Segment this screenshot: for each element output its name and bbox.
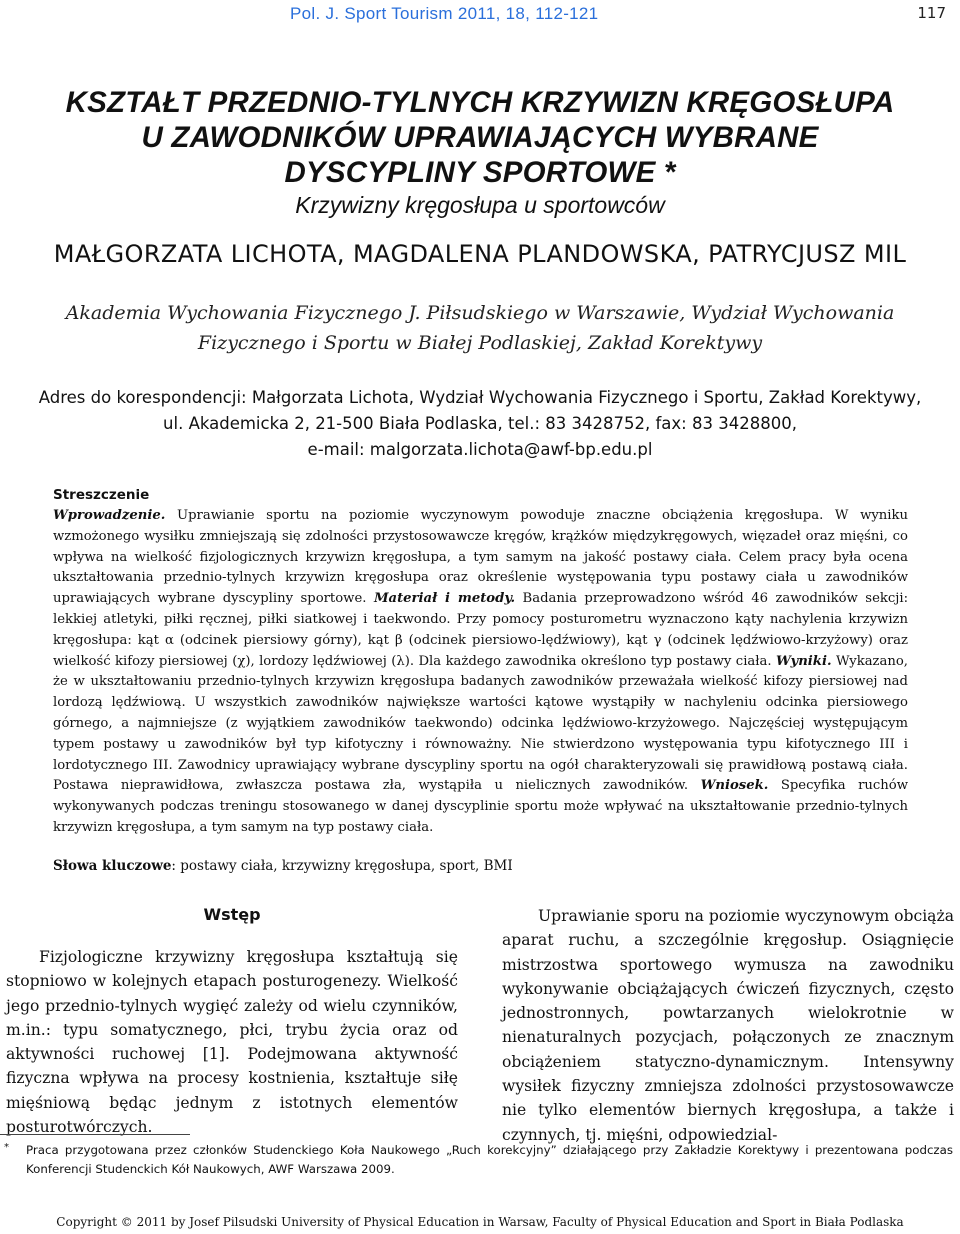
address-line: Adres do korespondencji: Małgorzata Lichota, Wydział Wychowania Fizycznego i Sportu, Zakład Korektywy, <box>38 388 922 407</box>
address-line: e-mail: malgorzata.lichota@awf-bp.edu.pl <box>307 440 653 459</box>
abstract-body <box>53 506 908 839</box>
affiliation <box>40 298 920 358</box>
abstract-label-conclusion: Wniosek. <box>700 778 769 794</box>
footnote-divider <box>0 1134 190 1135</box>
footnote-mark: * <box>4 1142 9 1153</box>
page-number: 117 <box>917 4 946 22</box>
abstract-text-results: Wykazano, że w ukształtowaniu przednio-tylnych krzywizn kręgosłupa badanych zawodników przeważała wielkość kifozy piersiowej nad lordozą lędźwiową. U wszystkich zawodników największe wartości kątowe wystąpiły w nachyleniu odcinka piersiowego górnego, a najmniejsze (z wyjątkiem zawodników taekwondo) odcinka lędźwiowo-krzyżowego. Najczęściej występującym typem postawy u zawodników był typ kifotyczny i równoważny. Nie stwierdzono występowania typu kifotycznego III i lordotycznego III. Zawodnicy uprawiający wybrane dyscypliny sportu na ogół charakteryzowali się prawidłową postawą ciała. Postawa nieprawidłowa, zwłaszcza postawa zła, wystąpiła u nielicznych zawodników. <box>53 653 908 794</box>
abstract-label-methods: Materiał i metody. <box>373 591 516 607</box>
title-line: DYSCYPLINY SPORTOWE * <box>284 156 676 189</box>
body-column-right <box>502 904 954 1147</box>
keywords <box>53 858 513 874</box>
journal-citation: Pol. J. Sport Tourism 2011, 18, 112-121 <box>290 4 599 23</box>
body-column-left <box>6 945 458 1139</box>
article-title <box>0 85 960 190</box>
section-heading-introduction: Wstęp <box>203 905 261 924</box>
keywords-label: Słowa kluczowe <box>53 858 172 874</box>
authors: MAŁGORZATA LICHOTA, MAGDALENA PLANDOWSKA, PATRYCJUSZ MIL <box>53 240 907 268</box>
body-paragraph: Fizjologiczne krzywizny kręgosłupa kształtują się stopniowo w kolejnych etapach posturogenezy. Wielkość jego przednio-tylnych wygięć zależy od wielu czynników, m.in.: typu somatycznego, płci, trybu życia oraz od aktywności ruchowej [1]. Podejmowana aktywność fizyczna wpływa na procesy kostnienia, kształtuje siłę mięśniową będąc jednym z istotnych elementów posturotwórczych. <box>6 948 458 1137</box>
footnote-text: Praca przygotowana przez członków Studenckiego Koła Naukowego „Ruch korekcyjny” działającego przy Zakładzie Korektywy i prezentowana podczas Konferencji Studenckich Kół Naukowych, AWF Warszawa 2009. <box>26 1143 953 1176</box>
correspondence-address <box>10 385 950 463</box>
abstract-label-results: Wyniki. <box>776 653 832 669</box>
title-line: U ZAWODNIKÓW UPRAWIAJĄCYCH WYBRANE <box>141 121 819 154</box>
abstract-heading: Streszczenie <box>53 487 150 503</box>
keywords-text: : postawy ciała, krzywizny kręgosłupa, sport, BMI <box>171 858 513 874</box>
address-line: ul. Akademicka 2, 21-500 Biała Podlaska, tel.: 83 3428752, fax: 83 3428800, <box>163 414 797 433</box>
abstract-text-conclusion: Specyfika ruchów wykonywanych podczas treningu stosowanego w danej dyscyplinie sportu może wpływać na ukształtowanie przednio-tylnych krzywizn kręgosłupa, a tym samym na typ postawy ciała. <box>53 778 908 835</box>
body-paragraph: Uprawianie sporu na poziomie wyczynowym obciąża aparat ruchu, a szczególnie kręgosłup. Osiągnięcie mistrzostwa sportowego wymusza na zawodniku wykonywanie obciążających ćwiczeń fizycznych, często jednostronnych, powtarzanych wielokrotnie w nienaturalnych pozycjach, połączonych ze znacznym obciążeniem statyczno-dynamicznym. Intensywny wysiłek fizyczny zmniejsza zdolności przystosowawcze nie tylko elementów biernych kręgosłupa, a także i czynnych, tj. mięśni, odpowiedzial- <box>502 907 954 1144</box>
abstract-text-methods: Badania przeprowadzono wśród 46 zawodników sekcji: lekkiej atletyki, piłki ręcznej, piłki siatkowej i taekwondo. Przy pomocy posturometru wyznaczono kąty nachylenia krzywizn kręgosłupa: kąt α (odcinek piersiowy górny), kąt β (odcinek piersiowo-lędźwiowy), kąt γ (odcinek lędźwiowo-krzyżowy) oraz wielkość kifozy piersiowej (χ), lordozy lędźwiowej (λ). Dla każdego zawodnika określono typ postawy ciała. <box>53 591 909 669</box>
title-line: KSZTAŁT PRZEDNIO-TYLNYCH KRZYWIZN KRĘGOSŁUPA <box>65 86 895 119</box>
abstract-label-introduction: Wprowadzenie. <box>53 508 166 523</box>
abstract-text-introduction: Uprawianie sportu na poziomie wyczynowym powoduje znaczne obciążenia kręgosłupa. W wyniku wzmożonego wysiłku zmniejszają się zdolności przystosowawcze kręgów, krążków międzykręgowych, więzadeł oraz mięśni, co wpływa na wielkość fizjologicznych krzywizn kręgosłupa, a tym samym na jakość postawy ciała. Celem pracy była ocena ukształtowania przednio-tylnych krzywizn kręgosłupa oraz określenie występowania typu postawy ciała u zawodników uprawiających wybrane dyscypliny sportowe. <box>53 508 908 607</box>
affiliation-line: Fizycznego i Sportu w Białej Podlaskiej, Zakład Korektywy <box>197 332 763 354</box>
running-title: Krzywizny kręgosłupa u sportowców <box>295 192 665 218</box>
copyright-footer: Copyright © 2011 by Josef Pilsudski University of Physical Education in Warsaw, Faculty of Physical Education and Sport in Biała Podlaska <box>56 1215 904 1229</box>
footnote <box>4 1141 953 1179</box>
affiliation-line: Akademia Wychowania Fizycznego J. Piłsudskiego w Warszawie, Wydział Wychowania <box>65 302 895 324</box>
